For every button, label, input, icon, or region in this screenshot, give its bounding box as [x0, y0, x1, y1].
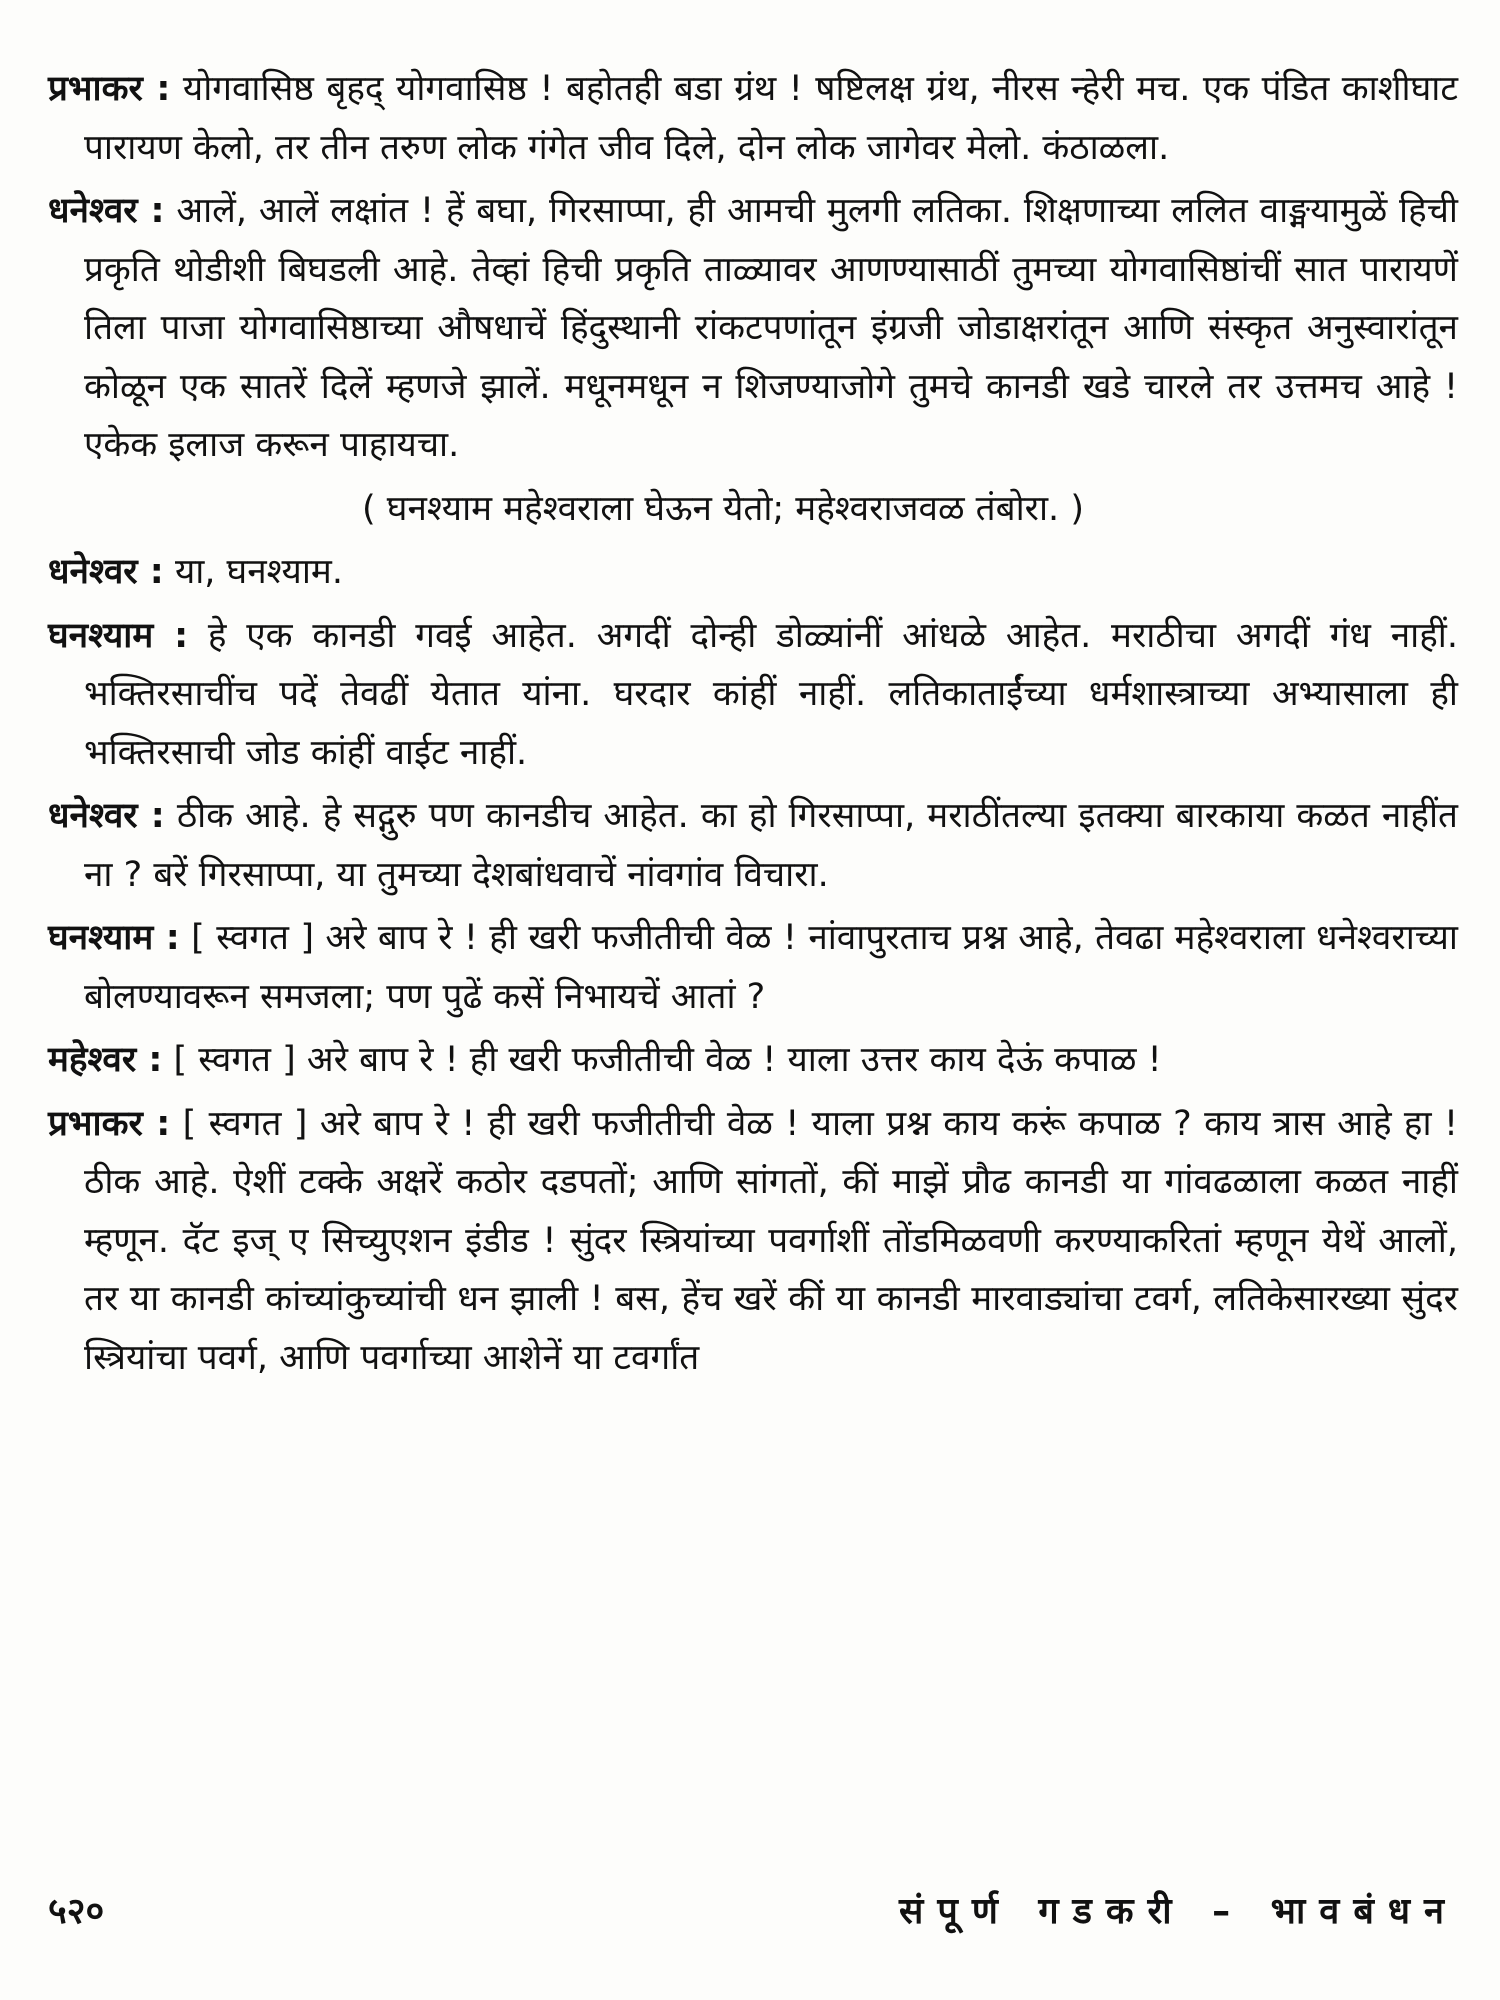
speaker-name: प्रभाकर : — [48, 1103, 171, 1144]
speaker-name: प्रभाकर : — [48, 69, 171, 109]
page-footer — [48, 1885, 1458, 1945]
running-title: संपूर्ण गडकरी – भावबंधन — [899, 1891, 1458, 1932]
speaker-name: घनश्याम : — [48, 615, 189, 656]
dialogue-line — [48, 182, 1458, 475]
dialogue-line — [48, 1095, 1458, 1388]
page-number: ५२० — [48, 1891, 105, 1932]
dialogue-text: योगवासिष्ठ बृहद् योगवासिष्ठ ! बहोतही बडा ग्रंथ ! षष्टिलक्ष ग्रंथ, नीरस न्हेरी मच. एक पंडित काशीघाट पारायण केलो, तर तीन तरुण लोक गंगेत जीव दिले, दोन लोक जागेवर मेलो. कंठाळला. — [84, 69, 1458, 168]
speaker-name: धनेश्वर : — [48, 191, 165, 231]
dialogue-text: ठीक आहे. हे सद्गुरु पण कानडीच आहेत. का हो गिरसाप्पा, मराठींतल्या इतक्या बारकाया कळत नाहींत ना ? बरें गिरसाप्पा, या तुमच्या देशबांधवाचें नांवगांव विचारा. — [84, 796, 1458, 895]
dialogue-text: [ स्वगत ] अरे बाप रे ! ही खरी फजीतीची वेळ ! नांवापुरताच प्रश्न आहे, तेवढा महेश्वराला धनेश्वराच्या बोलण्यावरून समजला; पण पुढें कसें निभायचें आतां ? — [84, 918, 1458, 1017]
dialogue-text: [ स्वगत ] अरे बाप रे ! ही खरी फजीतीची वेळ ! याला प्रश्न काय करूं कपाळ ? काय त्रास आहे हा ! ठीक आहे. ऐशीं टक्के अक्षरें कठोर दडपतों; आणि सांगतों, कीं माझें प्रौढ कानडी या गांवढळाला कळत नाहीं म्हणून. दॅट इज् ए सिच्युएशन इंडीड ! सुंदर स्त्रियांच्या पवर्गाशीं तोंडमिळवणी करण्याकरितां म्हणून येथें आलों, तर या कानडी कांच्यांकुच्यांची धन झाली ! बस, हेंच खरें कीं या कानडी मारवाड्यांचा टवर्ग, लतिकेसारख्या सुंदर स्त्रियांचा पवर्ग, आणि पवर्गाच्या आशेनें या टवर्गांत — [84, 1103, 1458, 1378]
dialogue-text: या, घनश्याम. — [174, 552, 343, 592]
speaker-name: धनेश्वर : — [48, 552, 164, 592]
dialogue-line — [48, 60, 1458, 177]
stage-direction: ( घनश्याम महेश्वराला घेऊन येतो; महेश्वराजवळ तंबोरा. ) — [362, 488, 1084, 529]
speaker-name: घनश्याम : — [48, 918, 180, 958]
dialogue-line — [48, 1031, 1458, 1090]
dialogue-text: आलें, आलें लक्षांत ! हें बघा, गिरसाप्पा, ही आमची मुलगी लतिका. शिक्षणाच्या ललित वाङ्मयामुळें हिची प्रकृति थोडीशी बिघडली आहे. तेव्हां हिची प्रकृति ताळ्यावर आणण्यासाठीं तुमच्या योगवासिष्ठांचीं सात पारायणें तिला पाजा योगवासिष्ठाच्या औषधाचें हिंदुस्थानी रांकटपणांतून इंग्रजी जोडाक्षरांतून आणि संस्कृत अनुस्वारांतून कोळून एक सातरें दिलें म्हणजे झालें. मधूनमधून न शिजण्याजोगे तुमचे कानडी खडे चारले तर उत्तमच आहे ! एकेक इलाज करून पाहायचा. — [84, 191, 1458, 465]
dialogue-line — [48, 909, 1458, 1026]
speaker-name: धनेश्वर : — [48, 796, 165, 836]
speaker-name: महेश्वर : — [48, 1040, 163, 1080]
dialogue-line — [48, 787, 1458, 904]
dialogue-text: हे एक कानडी गवई आहेत. अगदीं दोन्ही डोळ्यांनीं आंधळे आहेत. मराठीचा अगदीं गंध नाहीं. भक्तिरसाचींच पदें तेवढीं येतात यांना. घरदार कांहीं नाहीं. लतिकाताईंच्या धर्मशास्त्राच्या अभ्यासाला ही भक्तिरसाची जोड कांहीं वाईट नाहीं. — [84, 615, 1458, 773]
dialogue-line — [48, 607, 1458, 783]
page-body — [48, 60, 1458, 1392]
dialogue-text: [ स्वगत ] अरे बाप रे ! ही खरी फजीतीची वेळ ! याला उत्तर काय देऊं कपाळ ! — [173, 1040, 1162, 1080]
dialogue-line — [48, 543, 1458, 602]
